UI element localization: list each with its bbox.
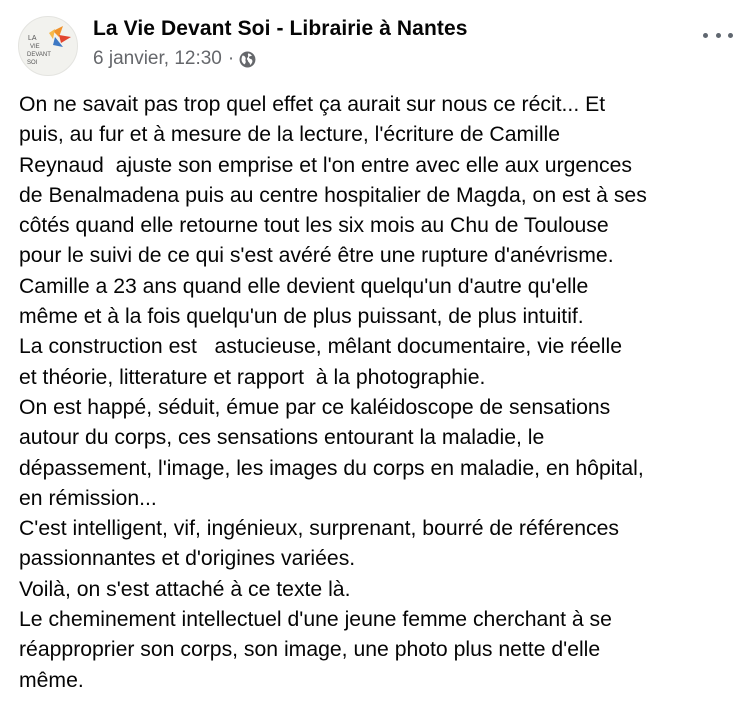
dot-icon — [703, 33, 708, 38]
post-text-line: en rémission... — [19, 486, 157, 510]
post-timestamp[interactable]: 6 janvier, 12:30 — [93, 48, 222, 69]
post-text-line: même et à la fois quelqu'un de plus puissant, de plus intuitif. — [19, 305, 584, 329]
more-options-button[interactable] — [703, 28, 733, 42]
post-text-line: Camille a 23 ans quand elle devient quelqu'un d'autre qu'elle — [19, 274, 589, 298]
post-meta — [93, 48, 256, 70]
post-text-line: puis, au fur et à mesure de la lecture, l'écriture de Camille — [19, 123, 561, 147]
avatar-logo-line-4: SOI — [27, 60, 38, 66]
post-text-line: passionnantes et d'origines variées. — [19, 547, 356, 571]
avatar-logo-line-1: LA — [28, 35, 37, 42]
post-text-line: Voilà, on s'est attaché à ce texte là. — [19, 577, 351, 601]
post-text-line: de Benalmadena puis au centre hospitalier de Magda, on est à ses — [19, 183, 647, 207]
page-name[interactable]: La Vie Devant Soi - Librairie à Nantes — [93, 17, 468, 40]
post-text-line: On est happé, séduit, émue par ce kaléidoscope de sensations — [19, 395, 611, 419]
bookstore-logo-icon — [19, 17, 78, 76]
globe-icon — [239, 51, 256, 68]
post-text-line: La construction est astucieuse, mêlant documentaire, vie réelle — [19, 335, 622, 359]
post-text-line: Reynaud ajuste son emprise et l'on entre avec elle aux urgences — [19, 153, 632, 177]
post-text-line: même. — [19, 668, 84, 692]
dot-icon — [716, 33, 721, 38]
meta-separator: · — [227, 48, 235, 69]
post-text-line: Le cheminement intellectuel d'une jeune femme cherchant à se — [19, 608, 612, 632]
avatar[interactable] — [18, 16, 78, 76]
dot-icon — [728, 33, 733, 38]
post-text-line: dépassement, l'image, les images du corps en maladie, en hôpital, — [19, 456, 644, 480]
post-text-line: On ne savait pas trop quel effet ça aurait sur nous ce récit... Et — [19, 93, 606, 116]
post-text-line: et théorie, litterature et rapport à la photographie. — [19, 365, 486, 389]
post-header — [18, 14, 733, 76]
post-text-line: autour du corps, ces sensations entourant la maladie, le — [19, 426, 545, 450]
post-text-line: pour le suivi de ce qui s'est avéré être une rupture d'anévrisme. — [19, 244, 614, 268]
post-body — [19, 90, 734, 696]
avatar-logo-line-2: VIE — [30, 44, 40, 50]
avatar-logo-line-3: DEVANT — [27, 52, 51, 58]
post-text-line: réapproprier son corps, son image, une photo plus nette d'elle — [19, 638, 601, 662]
post-text-line: C'est intelligent, vif, ingénieux, surprenant, bourré de références — [19, 517, 619, 541]
post-text-line: côtés quand elle retourne tout les six mois au Chu de Toulouse — [19, 214, 609, 238]
